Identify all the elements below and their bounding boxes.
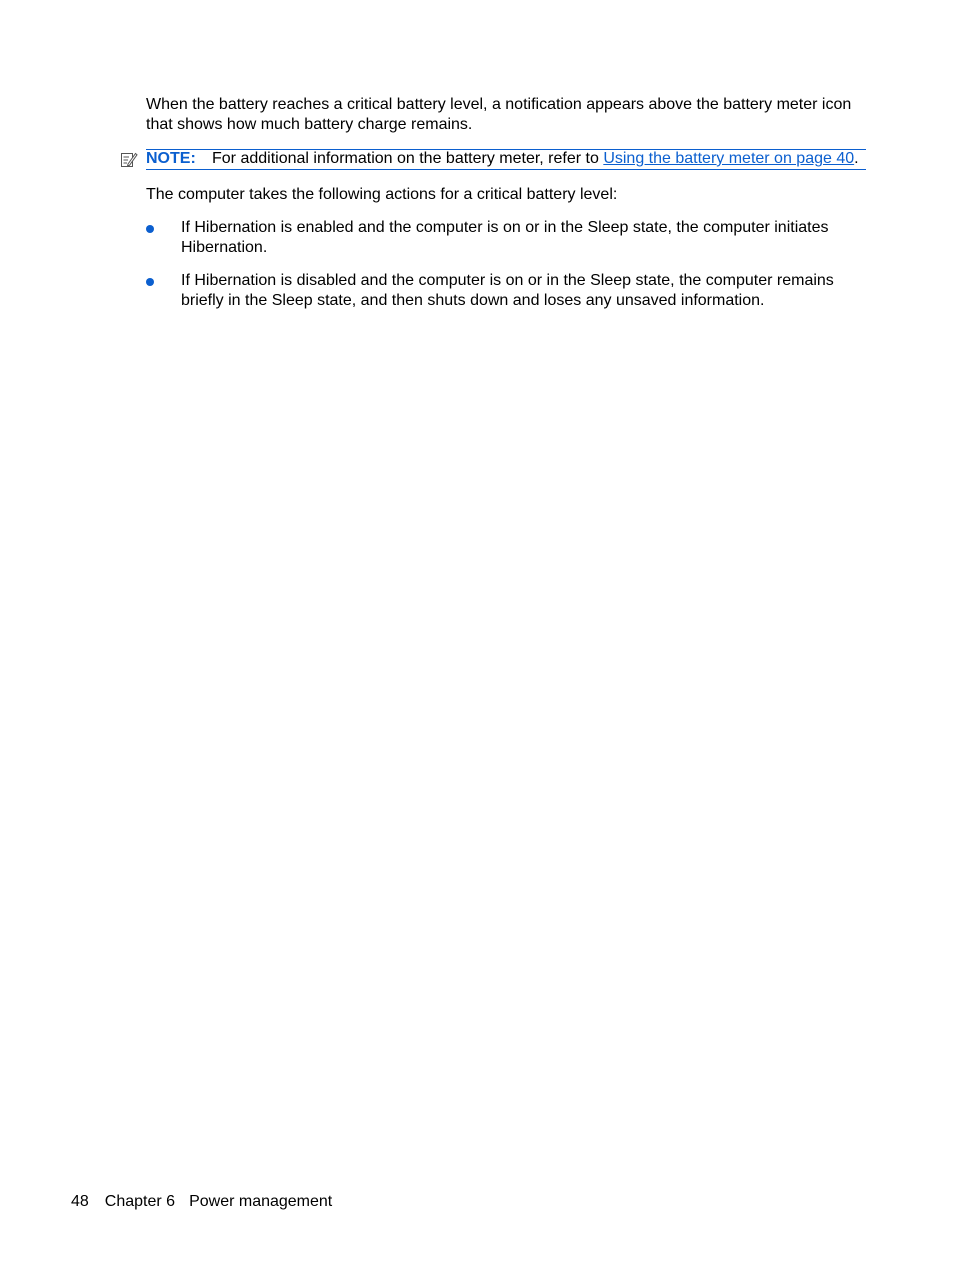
battery-meter-link[interactable]: Using the battery meter on page 40: [603, 150, 855, 167]
critical-actions-list: [146, 218, 868, 324]
note-box: [146, 149, 866, 170]
actions-intro-paragraph: The computer takes the following actions for a critical battery level:: [146, 186, 618, 203]
note-pencil-icon: [120, 150, 138, 168]
page-number: 48: [71, 1193, 89, 1210]
footer-chapter: Chapter 6: [104, 1193, 176, 1210]
note-text-before: For additional information on the battery meter, refer to: [212, 150, 604, 167]
note-text: [212, 149, 859, 169]
list-item-text: If Hibernation is disabled and the computer is on or in the Sleep state, the computer remains briefly in the Sleep state, and then shuts down and loses any unsaved information.: [181, 272, 834, 309]
list-item-text: If Hibernation is enabled and the computer is on or in the Sleep state, the computer initiates Hibernation.: [181, 219, 829, 256]
note-text-after: .: [854, 150, 859, 167]
bullet-icon: [146, 278, 154, 286]
footer-title: Power management: [189, 1193, 333, 1210]
note-label: NOTE:: [146, 150, 196, 167]
page-footer: [71, 1192, 332, 1212]
list-item: [146, 218, 868, 258]
intro-paragraph: When the battery reaches a critical battery level, a notification appears above the battery meter icon that shows how much battery charge remains.: [146, 96, 852, 133]
bullet-icon: [146, 225, 154, 233]
list-item: [146, 271, 868, 311]
